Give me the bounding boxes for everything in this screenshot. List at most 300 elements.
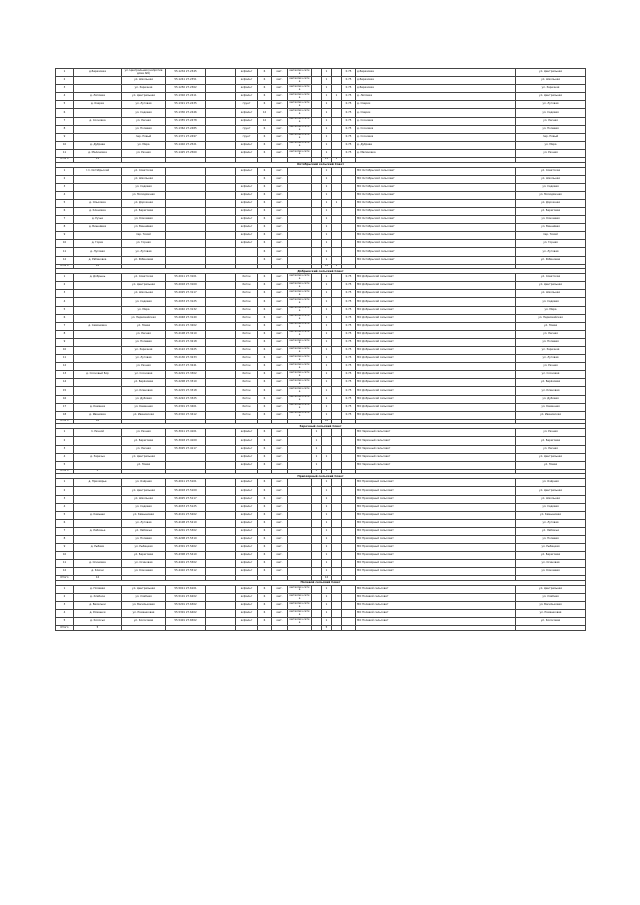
table-cell (206, 355, 236, 363)
table-cell (166, 453, 206, 461)
table-cell: мет. (272, 133, 288, 141)
table-cell: ул. Школьная (516, 495, 586, 503)
table-cell: 6 (258, 387, 272, 395)
table-cell (332, 585, 342, 593)
table-row (56, 133, 586, 141)
table-cell: МО Добрынский сельсовет (356, 363, 516, 371)
table-cell: ул. Луговая (122, 101, 166, 109)
table-row (56, 461, 586, 469)
table-cell: бетон (236, 387, 258, 395)
table-cell: мет. (272, 437, 288, 445)
table-cell (332, 387, 342, 395)
table-cell: 0.75 (342, 298, 356, 306)
table-cell: мет. (272, 290, 288, 298)
table-cell: 1 (322, 248, 332, 256)
table-cell (332, 568, 342, 576)
table-cell (342, 602, 356, 610)
table-cell: ул. Советская (122, 274, 166, 282)
table-cell: ул. Речная (516, 363, 586, 371)
table-cell (332, 495, 342, 503)
table-cell (206, 445, 236, 453)
table-cell: ул. Центральная (напротив дома №5) (122, 69, 166, 77)
table-cell: 8 (56, 330, 74, 338)
table-cell: 6 (258, 503, 272, 511)
table-cell: ул. Новая (122, 322, 166, 330)
table-cell (206, 461, 236, 469)
table-cell (206, 199, 236, 207)
table-cell: 6 (56, 314, 74, 322)
table-row (56, 379, 586, 387)
table-cell (74, 519, 122, 527)
table-cell: МО Добрынский сельсовет (356, 338, 516, 346)
table-cell: пер. Новый (516, 133, 586, 141)
table-cell: асфальт (236, 495, 258, 503)
table-cell: 0.75 (342, 347, 356, 355)
table-cell (74, 503, 122, 511)
table-cell (206, 240, 236, 248)
table-cell: 1 (322, 85, 332, 93)
table-cell: 9 (56, 338, 74, 346)
table-row (56, 149, 586, 157)
table-row (56, 330, 586, 338)
table-cell: 11 (56, 355, 74, 363)
table-cell: асфальт (236, 224, 258, 232)
table-cell (342, 183, 356, 191)
table-cell (312, 330, 322, 338)
table-row (56, 487, 586, 495)
table-cell (312, 216, 322, 224)
table-cell: бетон (236, 379, 258, 387)
register-table (55, 68, 586, 631)
table-cell: 6 (258, 363, 272, 371)
table-cell (74, 77, 122, 85)
table-cell: 1 (322, 240, 332, 248)
table-cell: бетон (236, 395, 258, 403)
total-cell: 1 (332, 158, 342, 163)
table-cell: асфальт (236, 568, 258, 576)
total-cell: 1 (332, 264, 342, 269)
table-cell (312, 371, 322, 379)
table-cell (206, 487, 236, 495)
table-cell: мет. (272, 256, 288, 264)
section-title: Октябрьский сельский Совет (56, 162, 586, 167)
table-cell: ул. Дубовая (122, 395, 166, 403)
table-cell: 1 (322, 618, 332, 626)
table-cell: МО Добрынский сельсовет (356, 290, 516, 298)
table-cell (332, 133, 342, 141)
table-cell: 1 (322, 141, 332, 149)
table-cell: 6 (258, 618, 272, 626)
table-cell: 1 (56, 429, 74, 437)
total-row (56, 626, 586, 631)
table-cell (288, 429, 312, 437)
total-cell: 18 (322, 419, 332, 424)
table-cell: мет. (272, 199, 288, 207)
table-cell: 55.2048 27.3140 (166, 314, 206, 322)
table-cell: грунт (236, 101, 258, 109)
table-row (56, 453, 586, 461)
table-cell: 6 (258, 453, 272, 461)
table-cell: мет. (272, 411, 288, 419)
table-cell: 1 (322, 183, 332, 191)
table-cell: МО Добрынский сельсовет (356, 395, 516, 403)
table-cell: ул. Садовая (122, 503, 166, 511)
table-cell: МО Добрынский сельсовет (356, 411, 516, 419)
table-cell: 55.4108 27.5210 (166, 519, 206, 527)
table-cell: асфальт (236, 232, 258, 240)
table-cell: ул. Луговая (122, 519, 166, 527)
table-cell: 0.75 (342, 77, 356, 85)
table-cell: 6 (258, 461, 272, 469)
table-cell: МО Добрынский сельсовет (356, 347, 516, 355)
table-cell (206, 594, 236, 602)
table-row (56, 306, 586, 314)
table-cell (206, 93, 236, 101)
table-cell: д. Сосновка (356, 117, 516, 125)
table-cell (206, 322, 236, 330)
table-row (56, 618, 586, 626)
table-cell: 6 (258, 338, 272, 346)
table-cell: 1 (322, 101, 332, 109)
table-cell: мет. (272, 379, 288, 387)
table-row (56, 610, 586, 618)
table-cell: пер. Тихий (516, 232, 586, 240)
table-cell (74, 437, 122, 445)
table-cell: мет. (272, 314, 288, 322)
table-cell: 6 (258, 437, 272, 445)
table-cell: 0.75 (342, 355, 356, 363)
table-cell (206, 479, 236, 487)
table-cell: мет. (272, 610, 288, 618)
table-cell (342, 240, 356, 248)
table-cell (342, 519, 356, 527)
table-cell: 0.75 (342, 282, 356, 290)
table-cell: 4 (56, 453, 74, 461)
table-cell (342, 453, 356, 461)
table-cell: грунт (236, 125, 258, 133)
table-cell (206, 191, 236, 199)
table-cell: мет. (272, 183, 288, 191)
table-cell (74, 535, 122, 543)
table-cell: ул. Лесная (516, 445, 586, 453)
table-cell (312, 133, 322, 141)
table-cell: ул. Речная (516, 429, 586, 437)
table-cell (332, 347, 342, 355)
table-cell: 55.4018 27.5109 (166, 487, 206, 495)
table-cell: мет. (272, 618, 288, 626)
table-cell (312, 175, 322, 183)
table-cell: мет. (272, 232, 288, 240)
table-cell (206, 167, 236, 175)
table-cell: мет. (272, 363, 288, 371)
table-cell: д. Ромашки (74, 610, 122, 618)
table-cell (74, 282, 122, 290)
table-cell: МО Октябрьский сельсовет (356, 191, 516, 199)
table-row (56, 93, 586, 101)
table-cell: 18 (56, 411, 74, 419)
table-cell (332, 256, 342, 264)
table-cell: бетон (236, 330, 258, 338)
table-cell (206, 403, 236, 411)
table-cell: д. Ольховка (74, 199, 122, 207)
table-cell: 55.1330 27.2446 (166, 109, 206, 117)
table-cell: 6 (258, 429, 272, 437)
table-row (56, 585, 586, 593)
table-cell: 5 (56, 511, 74, 519)
table-cell: МО Приозёрный сельсовет (356, 527, 516, 535)
table-cell (342, 585, 356, 593)
table-cell (332, 503, 342, 511)
table-cell (332, 363, 342, 371)
table-cell (312, 610, 322, 618)
table-cell: 6 (258, 256, 272, 264)
table-cell: 55.5101 27.6202 (166, 594, 206, 602)
table-cell: 6 (258, 371, 272, 379)
table-cell (206, 282, 236, 290)
table-cell: 10 (56, 141, 74, 149)
table-cell: ул. Заречная (516, 85, 586, 93)
table-cell (206, 256, 236, 264)
table-cell (342, 618, 356, 626)
table-cell: МО Октябрьский сельсовет (356, 183, 516, 191)
table-cell (166, 248, 206, 256)
table-cell: 1 (322, 371, 332, 379)
table-cell: ул. Васильковая (122, 602, 166, 610)
table-cell (312, 208, 322, 216)
table-row (56, 535, 586, 543)
table-cell (332, 117, 342, 125)
table-cell (332, 232, 342, 240)
table-cell (206, 183, 236, 191)
table-cell (74, 495, 122, 503)
table-cell: мет. (272, 224, 288, 232)
table-cell: бетон (236, 298, 258, 306)
table-cell: 55.2130 27.3233 (166, 355, 206, 363)
total-cell: 11 (74, 158, 122, 163)
table-cell: МО Октябрьский сельсовет (356, 248, 516, 256)
table-cell: 1 (322, 191, 332, 199)
table-row (56, 437, 586, 445)
table-cell (206, 175, 236, 183)
table-cell: ул. Дорожная (516, 199, 586, 207)
table-cell: асфальт (236, 240, 258, 248)
table-cell (332, 69, 342, 77)
table-cell: МО Приозёрный сельсовет (356, 519, 516, 527)
table-cell: 6 (56, 208, 74, 216)
table-cell: д. Сосновка (356, 133, 516, 141)
table-cell: ул. Садовая (516, 298, 586, 306)
table-cell: ул. Школьная (516, 175, 586, 183)
table-cell: ул. Берёзовая (516, 379, 586, 387)
table-cell (206, 224, 236, 232)
table-cell: 6 (258, 240, 272, 248)
table-cell (322, 445, 332, 453)
table-cell: ул. Заречная (122, 85, 166, 93)
table-cell (288, 519, 312, 527)
table-cell: бетон (236, 314, 258, 322)
table-cell: 55.4201 27.5302 (166, 527, 206, 535)
section-title: Заречный сельский Совет (56, 424, 586, 429)
table-cell: 9 (56, 133, 74, 141)
table-cell: 1 (332, 93, 342, 101)
table-cell: 55.1371 27.2497 (166, 133, 206, 141)
table-cell (312, 585, 322, 593)
table-cell (312, 487, 322, 495)
table-cell (332, 535, 342, 543)
table-cell: ул. Садовая (122, 298, 166, 306)
table-cell: МО Октябрьский сельсовет (356, 175, 516, 183)
table-cell: 12 (258, 109, 272, 117)
table-cell: МО Полевой сельсовет (356, 610, 516, 618)
table-cell (332, 453, 342, 461)
table-cell: ул. Луговая (516, 355, 586, 363)
table-cell (206, 125, 236, 133)
table-cell: ул. Рыбацкая (516, 544, 586, 552)
table-cell: ул. Молодёжная (122, 191, 166, 199)
table-cell (312, 240, 322, 248)
table-cell (74, 487, 122, 495)
table-cell: 55.5011 27.6101 (166, 585, 206, 593)
table-cell: МО Октябрьский сельсовет (356, 208, 516, 216)
table-cell: ул. Центральная (122, 282, 166, 290)
table-row (56, 125, 586, 133)
table-cell: 1 (312, 429, 322, 437)
table-cell: мет. (272, 429, 288, 437)
table-row (56, 191, 586, 199)
table-cell (312, 338, 322, 346)
table-row (56, 503, 586, 511)
table-cell: металлич.сетка (288, 411, 312, 419)
table-cell: асфальт (236, 69, 258, 77)
table-cell: МО Добрынский сельсовет (356, 379, 516, 387)
table-cell: ул. Камышовая (122, 511, 166, 519)
table-cell: ул. Новая (516, 322, 586, 330)
table-cell (206, 618, 236, 626)
table-cell: мет. (272, 141, 288, 149)
table-cell: 55.2208 27.3310 (166, 379, 206, 387)
table-cell: ул. Лесная (122, 117, 166, 125)
table-cell: металлич.сетка (288, 602, 312, 610)
table-cell (206, 274, 236, 282)
table-cell (206, 208, 236, 216)
table-cell (288, 248, 312, 256)
table-cell: 8 (56, 224, 74, 232)
table-cell: металлич.сетка (288, 93, 312, 101)
table-cell: 10 (56, 552, 74, 560)
table-cell (332, 379, 342, 387)
table-cell: 6 (258, 379, 272, 387)
table-cell (342, 429, 356, 437)
table-cell (166, 183, 206, 191)
table-cell: асфальт (236, 216, 258, 224)
table-cell: ул. Новая (122, 461, 166, 469)
table-cell (312, 77, 322, 85)
table-cell (312, 495, 322, 503)
table-cell: асфальт (236, 453, 258, 461)
table-cell: МО Приозёрный сельсовет (356, 479, 516, 487)
table-cell: 1 (322, 594, 332, 602)
table-cell: МО Октябрьский сельсовет (356, 199, 516, 207)
table-cell: ул. Садовая (516, 109, 586, 117)
table-cell: 6 (258, 208, 272, 216)
table-cell: мет. (272, 216, 288, 224)
table-cell: МО Октябрьский сельсовет (356, 216, 516, 224)
table-cell (74, 330, 122, 338)
total-cell: 12 (322, 264, 332, 269)
table-cell (342, 191, 356, 199)
table-cell (312, 306, 322, 314)
table-cell (166, 167, 206, 175)
table-cell (74, 379, 122, 387)
table-cell: 1 (56, 479, 74, 487)
table-cell: МО Полевой сельсовет (356, 602, 516, 610)
table-cell: 1 (322, 347, 332, 355)
table-cell (206, 77, 236, 85)
table-cell: ул. Озёрная (122, 479, 166, 487)
table-row (56, 560, 586, 568)
table-cell: ул. Полевая (516, 125, 586, 133)
table-cell (312, 395, 322, 403)
total-cell (312, 626, 322, 631)
table-cell: 6 (258, 101, 272, 109)
table-cell: ул. Рыбацкая (122, 544, 166, 552)
table-cell: ул. Ромашковая (122, 610, 166, 618)
table-cell: 1 (322, 133, 332, 141)
table-cell (206, 395, 236, 403)
table-cell: ул. Дубовая (516, 395, 586, 403)
table-cell: асфальт (236, 437, 258, 445)
table-cell (288, 191, 312, 199)
table-cell: металлич.сетка (288, 282, 312, 290)
table-cell: 6 (258, 167, 272, 175)
table-cell: 0.75 (342, 93, 356, 101)
table-cell: 6 (258, 602, 272, 610)
table-cell (166, 461, 206, 469)
table-cell: 1 (322, 175, 332, 183)
table-row (56, 77, 586, 85)
table-cell: асфальт (236, 461, 258, 469)
register-document (55, 68, 585, 631)
table-cell (312, 93, 322, 101)
table-cell: д. Липовка (356, 93, 516, 101)
table-cell: 0.75 (342, 290, 356, 298)
table-cell: асфальт (236, 445, 258, 453)
table-row (56, 216, 586, 224)
table-cell (166, 208, 206, 216)
table-cell: 1 (322, 495, 332, 503)
table-cell: мет. (272, 527, 288, 535)
table-cell: ул. Камышовая (516, 511, 586, 519)
table-cell: бетон (236, 403, 258, 411)
table-cell: 6 (258, 199, 272, 207)
table-cell: 5 (56, 101, 74, 109)
table-cell (342, 568, 356, 576)
table-cell (312, 379, 322, 387)
table-cell (312, 290, 322, 298)
table-row (56, 387, 586, 395)
table-cell: ул. Речная (122, 149, 166, 157)
table-cell: металлич.сетка (288, 347, 312, 355)
table-cell: ул. Рябиновая (122, 256, 166, 264)
table-cell (288, 453, 312, 461)
table-cell: п. Речной (74, 429, 122, 437)
table-cell: 55.2115 27.3218 (166, 338, 206, 346)
table-cell: ул. Школьная (122, 290, 166, 298)
table-cell (74, 133, 122, 141)
table-cell: асфальт (236, 527, 258, 535)
table-cell: 9 (56, 544, 74, 552)
table-cell: 0.75 (342, 338, 356, 346)
